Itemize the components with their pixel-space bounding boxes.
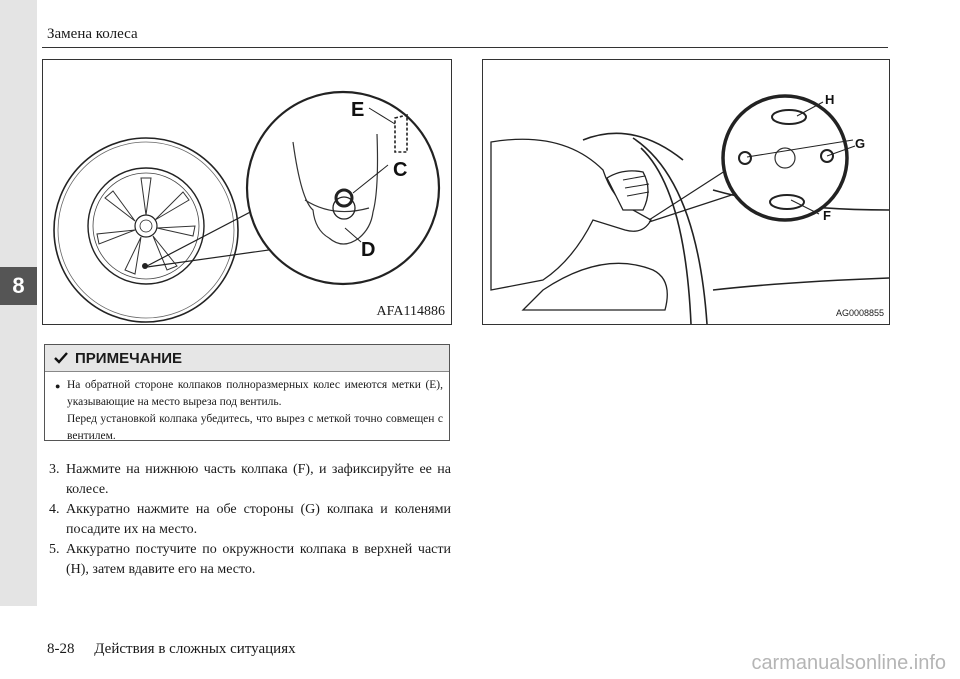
- callout-D: D: [361, 239, 376, 261]
- page-footer: [47, 641, 312, 658]
- page-header-title: Замена колеса: [47, 26, 138, 42]
- callout-G: G: [855, 136, 866, 151]
- callout-F: F: [823, 208, 831, 223]
- step-text: Нажмите на нижнюю часть колпака (F), и зафиксируйте ее на колесе.: [66, 462, 451, 497]
- install-illustration: [483, 60, 889, 324]
- callout-C: C: [393, 159, 408, 181]
- step-item: [49, 460, 451, 500]
- watermark: carmanualsonline.info: [751, 652, 946, 674]
- figure-code: AG0008855: [835, 308, 884, 318]
- step-number: 5.: [49, 542, 60, 557]
- note-item: [55, 377, 443, 411]
- step-item: [49, 500, 451, 540]
- note-text: На обратной стороне колпаков полноразмерных колес имеются метки (E), указывающие на место выреза под вентиль.: [67, 379, 443, 408]
- note-box: [44, 344, 450, 441]
- bullet-icon: ●: [55, 381, 61, 391]
- header-divider: [42, 47, 888, 48]
- callout-E: E: [351, 99, 365, 121]
- instruction-steps: [49, 460, 451, 580]
- note-body: [45, 372, 449, 445]
- step-number: 3.: [49, 462, 60, 477]
- step-text: Аккуратно постучите по окружности колпака в верхней части (H), затем вдавите его на место.: [66, 542, 451, 577]
- note-heading: ПРИМЕЧАНИЕ: [75, 349, 183, 367]
- section-title: Действия в сложных ситуациях: [94, 641, 296, 657]
- page-number: 8-28: [47, 641, 75, 657]
- hubcap-illustration: [43, 60, 451, 324]
- figure-hubcap-valve: [42, 59, 452, 325]
- note-text: Перед установкой колпака убедитесь, что вырез с меткой точно совмещен с вентилем.: [67, 413, 443, 442]
- note-header: [45, 345, 449, 372]
- checkmark-icon: [53, 350, 69, 366]
- chapter-tab[interactable]: 8: [0, 267, 37, 305]
- figure-code: AFA114886: [376, 304, 445, 319]
- step-text: Аккуратно нажмите на обе стороны (G) колпака и коленями посадите их на место.: [66, 502, 451, 537]
- figure-hubcap-install: [482, 59, 890, 325]
- note-item: [55, 411, 443, 445]
- step-item: [49, 540, 451, 580]
- step-number: 4.: [49, 502, 60, 517]
- callout-H: H: [825, 92, 835, 107]
